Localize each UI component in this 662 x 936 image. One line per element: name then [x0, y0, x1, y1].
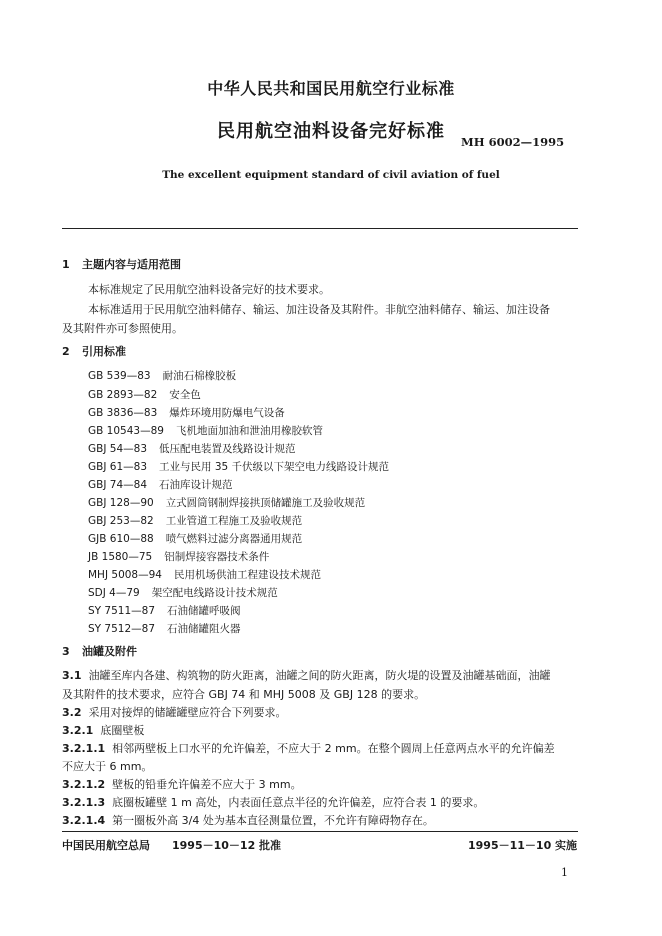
clause-line [62, 667, 551, 683]
reference-name: 工业与民用 35 千伏级以下架空电力线路设计规范 [159, 461, 390, 473]
reference-name: 耐油石棉橡胶板 [162, 370, 237, 382]
issuing-standard-header: 中华人民共和国民用航空行业标准 [207, 79, 455, 98]
reference-item [88, 621, 241, 636]
reference-name: 铝制焊接容器技术条件 [164, 551, 270, 563]
reference-code: GB 10543—89 [88, 425, 164, 437]
reference-item [88, 549, 269, 564]
section-number: 2 [62, 345, 70, 358]
clause-number: 3.2.1.3 [62, 796, 106, 809]
page-number: 1 [561, 866, 568, 879]
reference-name: 石油库设计规范 [159, 479, 233, 491]
clause-line [62, 794, 484, 810]
reference-name: 飞机地面加油和泄油用橡胶软管 [175, 425, 323, 437]
reference-name: 石油储罐呼吸阀 [167, 605, 241, 617]
reference-code: GB 2893—82 [88, 389, 158, 401]
clause-number: 3.2.1.4 [62, 814, 106, 827]
reference-code: JB 1580—75 [88, 551, 153, 563]
effective-date: 1995－11－10 实施 [468, 839, 578, 852]
reference-code: GB 3836—83 [88, 407, 158, 419]
reference-item [88, 495, 365, 510]
reference-item [88, 387, 201, 402]
clause-number: 3.1 [62, 669, 82, 682]
section-1-heading [62, 256, 181, 272]
reference-item [88, 567, 321, 582]
reference-name: 喷气燃料过滤分离器通用规范 [165, 533, 303, 545]
standard-number: MH 6002—1995 [461, 135, 565, 149]
reference-item [88, 513, 302, 528]
reference-name: 民用机场供油工程建设技术规范 [173, 569, 321, 581]
page-title: 民用航空油料设备完好标准 [217, 121, 445, 142]
reference-code: GJB 610—88 [88, 533, 154, 545]
reference-code: SDJ 4—79 [88, 587, 140, 599]
reference-code: GBJ 61—83 [88, 461, 147, 473]
section-number: 1 [62, 258, 70, 271]
clause-line [62, 740, 555, 756]
clause-text: 底圈板罐壁 1 m 高处，内表面任意点半径的允许偏差，应符合表 1 的要求。 [112, 796, 485, 809]
reference-code: MHJ 5008—94 [88, 569, 162, 581]
clause-text: 底圈壁板 [100, 724, 145, 737]
reference-name: 工业管道工程施工及验收规范 [165, 515, 303, 527]
clause-line [62, 704, 287, 720]
clause-text: 第一圈板外高 3/4 处为基本直径测量位置，不允许有障碍物存在。 [112, 814, 434, 827]
clause-text: 不应大于 6 mm。 [62, 760, 153, 773]
clause-number: 3.2.1.2 [62, 778, 106, 791]
reference-name: 立式圆筒钢制焊接拱顶储罐施工及验收规范 [165, 497, 366, 509]
clause-line [62, 776, 302, 792]
clause-number: 3.2.1.1 [62, 742, 106, 755]
clause-text: 采用对接焊的储罐罐壁应符合下列要求。 [88, 706, 287, 719]
reference-name: 架空配电线路设计技术规范 [151, 587, 278, 599]
clause-text: 相邻两壁板上口水平的允许偏差，不应大于 2 mm。在整个圆周上任意两点水平的允许偏差 [112, 742, 555, 755]
reference-name: 低压配电装置及线路设计规范 [159, 443, 296, 455]
reference-code: SY 7512—87 [88, 623, 155, 635]
clause-text: 壁板的铅垂允许偏差不应大于 3 mm。 [112, 778, 302, 791]
reference-item [88, 477, 233, 492]
section-1-paragraph: 及其附件亦可参照使用。 [62, 322, 183, 335]
reference-item [88, 441, 296, 456]
section-title: 主题内容与适用范围 [82, 258, 181, 271]
section-title: 引用标准 [82, 345, 126, 358]
reference-item [88, 368, 236, 383]
section-2-heading [62, 343, 126, 359]
clause-line [62, 722, 144, 738]
reference-code: GBJ 128—90 [88, 497, 154, 509]
section-number: 3 [62, 645, 70, 658]
section-1-paragraph: 本标准适用于民用航空油料储存、输运、加注设备及其附件。非航空油料储存、输运、加注设备 [88, 303, 550, 316]
reference-code: GBJ 253—82 [88, 515, 154, 527]
reference-item [88, 405, 285, 420]
reference-item [88, 459, 389, 474]
section-title: 油罐及附件 [82, 645, 137, 658]
reference-code: GBJ 54—83 [88, 443, 147, 455]
clause-number: 3.2 [62, 706, 82, 719]
issuing-authority: 中国民用航空总局 [62, 839, 150, 852]
reference-item [88, 603, 241, 618]
reference-name: 石油储罐阻火器 [167, 623, 241, 635]
clause-text: 油罐至库内各建、构筑物的防火距离，油罐之间的防火距离，防火堤的设置及油罐基础面，油罐 [88, 669, 551, 682]
reference-name: 爆炸环境用防爆电气设备 [169, 407, 285, 419]
clause-line [62, 758, 152, 774]
clause-number: 3.2.1 [62, 724, 94, 737]
english-title: The excellent equipment standard of civil aviation of fuel [162, 169, 500, 181]
reference-code: GB 539—83 [88, 370, 151, 382]
reference-item [88, 585, 278, 600]
clause-text: 及其附件的技术要求，应符合 GBJ 74 和 MHJ 5008 及 GBJ 128 的要求。 [62, 688, 426, 701]
reference-item [88, 423, 323, 438]
footer-divider [62, 831, 578, 832]
clause-line [62, 686, 425, 702]
approval-date: 1995－10－12 批准 [172, 839, 282, 852]
clause-line [62, 812, 434, 828]
reference-name: 安全色 [169, 389, 201, 401]
reference-item [88, 531, 302, 546]
section-1-paragraph: 本标准规定了民用航空油料设备完好的技术要求。 [88, 283, 330, 296]
reference-code: SY 7511—87 [88, 605, 155, 617]
header-divider [62, 228, 578, 229]
reference-code: GBJ 74—84 [88, 479, 147, 491]
section-3-heading [62, 643, 137, 659]
